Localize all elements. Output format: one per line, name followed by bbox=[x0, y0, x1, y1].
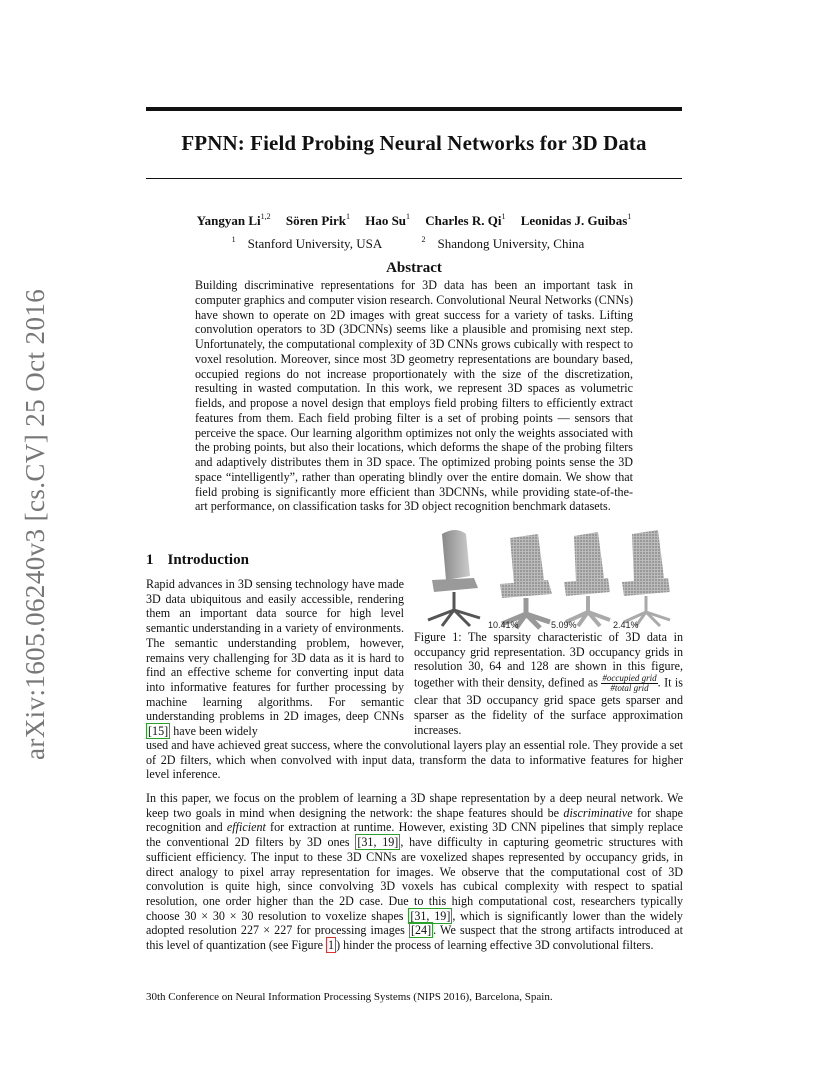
paper-title: FPNN: Field Probing Neural Networks for 3D Data bbox=[181, 131, 647, 155]
author: Leonidas J. Guibas$^1$ bbox=[520, 212, 632, 228]
section-heading: 1 Introduction bbox=[146, 552, 249, 568]
top-rule bbox=[146, 107, 682, 111]
conference-footnote: 30th Conference on Neural Information Processing Systems (NIPS 2016), Barcelona, Spain. bbox=[146, 991, 553, 1003]
density-label: 5.09% bbox=[551, 620, 577, 630]
author: Hao Su$^1$ bbox=[365, 212, 411, 228]
author-list bbox=[146, 213, 682, 229]
author: Charles R. Qi$^1$ bbox=[425, 212, 506, 228]
affiliation: $^2$ Shandong University, China bbox=[421, 235, 585, 251]
intro-column-text: Rapid advances in 3D sensing technology have made 3D data ubiquitous and easily accessible, rendering them an important data source for high level semantic understanding in a variety of environments. The semantic understanding problem, however, remains very challenging for 3D data as it is hard to find an effective scheme for converting input data into informative features for further processing by machine learning algorithms. For semantic understanding problems in 2D images, deep CNNs [15] have been widely bbox=[146, 577, 404, 739]
density-label: 2.41% bbox=[613, 620, 639, 630]
affiliations bbox=[146, 236, 682, 252]
citation-link[interactable]: [24] bbox=[410, 923, 432, 938]
density-fraction: $\frac{\text{\#occupied grid}}{\text{\#total grid}}$ bbox=[602, 673, 657, 694]
arxiv-sidebar bbox=[20, 280, 56, 760]
figure-link[interactable]: 1 bbox=[328, 938, 335, 953]
figure-caption: Figure 1: The sparsity characteristic of 3D data in occupancy grid representation. 3D occupancy grids in resolution 30, 64 and 128 are shown in this figure, together with their density, defined as $\frac{\text{\#occupied grid}}{\text{\#total grid}}$ . It is clear that 3D occupancy grid space gets sparser and sparser as the fidelity of the surface approximation increases. bbox=[414, 630, 683, 737]
chair-voxel-64 bbox=[564, 532, 610, 626]
abstract-text: Building discriminative representations for 3D data has been an important task in computer graphics and computer vision research. Convolutional Neural Networks (CNNs) have shown to operate on 2D images with great success for a variety of tasks. Lifting convolution operators to 3D (3DCNNs) seems like a plausible and promising next step. Unfortunately, the computational complexity of 3D CNNs grows cubically with respect to voxel resolution. Moreover, since most 3D geometry representations are boundary based, occupied regions do not increase proportionately with the size of the discretization, resulting in wasted computation. In this work, we represent 3D spaces as volumetric fields, and propose a novel design that employs field probing filters to efficiently extract features from them. Each field probing filter is a set of probing points — sensors that perceive the space. Our learning algorithm optimizes not only the weights associated with the probing points, but also their locations, which deforms the shape of the probing filters and adaptively distributes them in 3D space. The optimized probing points sense the 3D space “intelligently”, rather than operating blindly over the entire domain. We show that field probing is significantly more efficient than 3DCNNs, while providing state-of-the-art performance, on classification tasks for 3D object recognition benchmark datasets. bbox=[195, 278, 633, 514]
citation-link[interactable]: [31, 19] bbox=[410, 908, 451, 923]
arxiv-identifier: arXiv:1605.06240v3 [cs.CV] 25 Oct 2016 bbox=[20, 288, 50, 760]
citation-link[interactable]: [15] bbox=[148, 724, 169, 739]
chair-mesh bbox=[428, 530, 480, 626]
density-label: 10.41% bbox=[488, 620, 519, 630]
abstract-heading: Abstract bbox=[386, 260, 442, 276]
chair-voxel-30 bbox=[500, 534, 552, 628]
affiliation: $^1$ Stanford University, USA bbox=[231, 235, 383, 251]
author: Sören Pirk$^1$ bbox=[285, 212, 350, 228]
citation-link[interactable]: [31, 19] bbox=[357, 835, 399, 850]
chair-voxel-128 bbox=[622, 530, 670, 626]
body-paragraph: In this paper, we focus on the problem of learning a 3D shape representation by a deep neural network. We keep two goals in mind when designing the network: the shape features should be discriminative for shape recognition and efficient for extraction at runtime. However, existing 3D CNN pipelines that simply replace the conventional 2D filters by 3D ones [31, 19] , have difficulty in capturing geometric structures with sufficient efficiency. The input to these 3D CNNs are voxelized shapes represented by occupancy grids, in direct analogy to pixel array representation for images. We observe that the computational cost of 3D convolution is quite high, since convolving 3D voxels has cubical complexity with respect to spatial resolution, one order higher than the 2D case. Due to this high computational cost, researchers typically choose 30 × 30 × 30 resolution to voxelize shapes [31, 19] , which is significantly lower than the widely adopted resolution 227 × 227 for processing images [24] . We suspect that the strong artifacts introduced at this level of quantization (see Figure 1 ) hinder the process of learning effective 3D convolutional filters. bbox=[146, 791, 683, 953]
intro-full-width-text: used and have achieved great success, where the convolutional layers play an essential role. They provide a set of 2D filters, which when convolved with input data, transform the data to informative features for higher level inference. bbox=[146, 738, 683, 782]
title-rule bbox=[146, 178, 682, 179]
author: Yangyan Li$^{1,2}$ bbox=[196, 212, 271, 228]
chair-voxel-figure bbox=[412, 522, 684, 630]
